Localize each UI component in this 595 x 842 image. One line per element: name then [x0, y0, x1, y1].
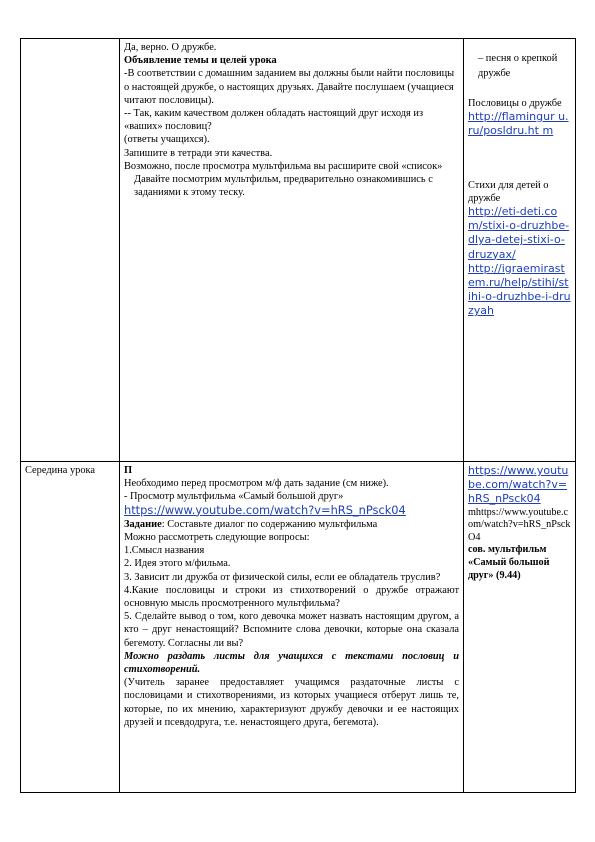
text-line: - Просмотр мультфильма «Самый большой друг»: [124, 491, 344, 503]
content-cell: [120, 39, 464, 462]
text-line: Да, верно. О дружбе.: [124, 42, 217, 53]
question-item: 5. Сделайте вывод о том, кого девочка может назвать настоящим другом, а кто – друг ненастоящий? Вспомните слова девочки, которые она сказала бегемоту. Согласны ли вы?: [124, 611, 459, 649]
section-heading: Объявление темы и целей урока: [124, 55, 277, 67]
poems-link-1[interactable]: http://eti-deti.com/stixi-o-druzhbe-dlya-detej-stixi-o-druzyax/: [468, 205, 570, 261]
resources-cell: [464, 39, 576, 462]
task-text: : Составьте диалог по содержанию мультфильма: [161, 518, 378, 530]
video-url-text: mhttps://www.youtube.com/watch?v=hRS_nPsckO4: [468, 506, 571, 543]
stage-cell: Середина урока: [21, 462, 120, 793]
text-paragraph: Давайте посмотрим мультфильм, предварительно ознакомившись с заданиями к этому теску.: [134, 174, 433, 199]
task-label: Задание: [124, 518, 162, 530]
text-line: Запишите в тетради эти качества.: [124, 147, 273, 159]
lesson-plan-table: [20, 38, 576, 793]
handout-note: Можно раздать листы для учащихся с текстами пословиц и стихотворений.: [124, 650, 459, 676]
song-note: – песня о крепкой дружбе: [478, 53, 558, 79]
table-row: [21, 39, 576, 462]
proverbs-label: Пословицы о дружбе: [468, 98, 562, 109]
section-heading: П: [124, 465, 133, 476]
video-link-right[interactable]: https://www.youtube.com/watch?v=hRS_nPsck04: [468, 464, 569, 506]
text-paragraph: Возможно, после просмотра мультфильма вы расширите свой «список»: [124, 160, 443, 172]
text-paragraph: -- Так, каким качеством должен обладать настоящий друг исходя из «ваших» пословиц?: [124, 108, 424, 133]
teacher-note: (Учитель заранее предоставляет учащимся раздаточные листы с пословицами и стихотворениями, из которых учащиеся отберут лишь те, которые, по их мнению, характеризуют дружбу девочки и ее настоящих друзей и псевдодруга, т.е. ненастоящего друга, бегемота).: [124, 677, 459, 728]
cartoon-title: сов. мультфильм «Самый большой друг» (9.44): [468, 544, 550, 581]
resources-cell: [464, 462, 576, 793]
table-row: [21, 462, 576, 793]
poems-label: Стихи для детей о дружбе: [468, 179, 549, 204]
text-line: Можно рассмотреть следующие вопросы:: [124, 532, 310, 544]
poems-link-2[interactable]: http://igraemirastem.ru/help/stihi/stihi-o-druzhbe-i-druzyah: [468, 261, 571, 318]
text-paragraph: -В соответствии с домашним заданием вы должны были найти пословицы о настоящей дружбе, о настоящих друзьях. Давайте послушаем (учащиеся читают пословицы).: [124, 68, 455, 106]
text-line: Необходимо перед просмотром м/ф дать задание (см ниже).: [124, 478, 389, 490]
text-line: (ответы учащихся).: [124, 134, 210, 146]
task-line: [124, 518, 459, 531]
stage-cell: [21, 39, 120, 462]
proverbs-link[interactable]: http://flamingur u.ru/posldru.ht m: [468, 110, 569, 138]
question-item: 1.Смысл названия: [124, 545, 205, 557]
question-item: 3. Зависит ли дружба от физической силы, если ее обладатель труслив?: [124, 571, 441, 583]
question-item: 2. Идея этого м/фильма.: [124, 558, 231, 570]
question-item: 4.Какие пословицы и строки из стихотворений о дружбе отражают основную мысль просмотренного мультфильма?: [124, 584, 459, 610]
video-link[interactable]: https://www.youtube.com/watch?v=hRS_nPsck04: [124, 502, 406, 517]
content-cell: [120, 462, 464, 793]
